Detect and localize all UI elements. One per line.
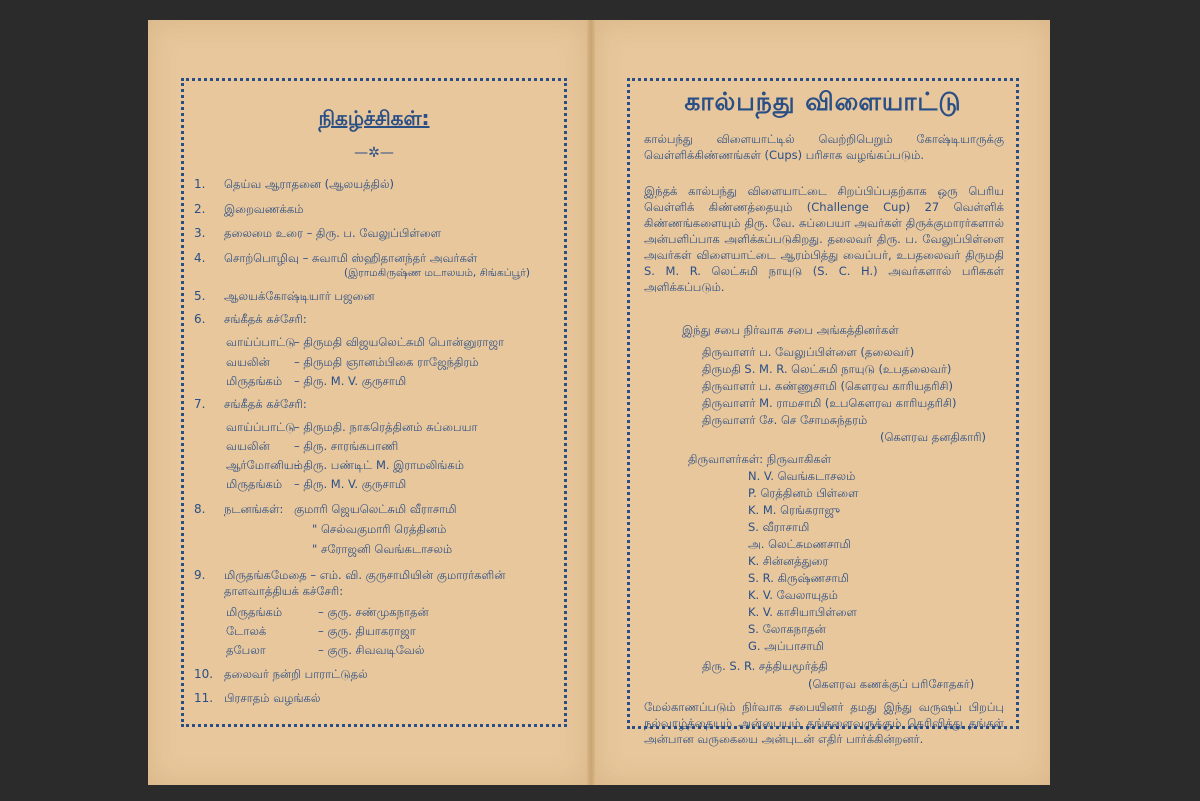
item-number: 7. <box>194 397 206 411</box>
manager-name: S. R. கிருஷ்ணசாமி <box>748 571 849 585</box>
performer-name: – திருமதி. நாகரெத்தினம் சுப்பையா <box>294 420 478 434</box>
program-item: தெய்வ ஆராதனை (ஆலயத்தில்) <box>224 177 395 191</box>
dancer-name: குமாரி ஜெயலெட்சுமி வீராசாமி <box>294 502 457 516</box>
item-number: 1. <box>194 177 206 191</box>
closing-paragraph: மேல்காணப்படும் நிர்வாக சபையினர் தமது இந்து வருஷப் பிறப்பு நல்வாழ்த்தையும் அன்பையும் தங்களைவருக்கும் தெரிவித்து தங்கள் அன்பான வருகையை அன்புடன் எதிர் பார்க்கின்றனர். <box>644 700 1004 746</box>
left-dotted-border <box>181 78 567 727</box>
manager-name: S. லோகநாதன் <box>748 622 826 636</box>
performer-role: வாய்ப்பாட்டு <box>226 420 296 434</box>
treasurer-role: (கௌரவ தனதிகாரி) <box>880 430 986 444</box>
performer-role: வயலின் <box>226 355 270 369</box>
manager-name: K. M. ரெங்கராஜு <box>748 503 840 517</box>
performer-name: – திருமதி விஜயலெட்சுமி பொன்னுராஜா <box>294 335 505 349</box>
committee-heading: இந்து சபை நிர்வாக சபை அங்கத்தினர்கள் <box>682 323 899 337</box>
item-number: 8. <box>194 502 206 516</box>
performer-role: வாய்ப்பாட்டு <box>226 335 296 349</box>
performer-role: ஆர்மோனியம் <box>226 458 303 472</box>
program-item: தலைமை உரை – திரு. ப. வேலுப்பிள்ளை <box>224 226 441 240</box>
program-item: தலைவர் நன்றி பாராட்டுதல் <box>224 667 368 681</box>
item-number: 11. <box>194 691 214 705</box>
performer-name: – குரு. சண்முகநாதன் <box>318 605 429 619</box>
performer-role: மிருதங்கம் <box>226 477 283 491</box>
manager-name: N. V. வெங்கடாசலம் <box>748 469 856 483</box>
program-item-sub: (இராமகிருஷ்ண மடாலயம், சிங்கப்பூர்) <box>344 267 531 279</box>
performer-name: – திரு. M. V. குருசாமி <box>294 374 407 388</box>
manager-name: K. V. காசியாபிள்ளை <box>748 605 857 619</box>
performer-role: வயலின் <box>226 439 270 453</box>
manager-name: அ. லெட்சுமணசாமி <box>748 537 851 551</box>
performer-name: – குரு. சிவவடிவேல் <box>318 643 425 657</box>
program-item: இறைவணக்கம் <box>224 202 304 216</box>
program-item-sub: தாளவாத்தியக் கச்சேரி: <box>224 584 344 598</box>
committee-member: திருவாளர் ப. வேலுப்பிள்ளை (தலைவர்) <box>702 345 915 359</box>
item-number: 10. <box>194 667 214 681</box>
manager-name: G. அப்பாசாமி <box>748 639 824 653</box>
center-fold <box>587 20 595 785</box>
manager-name: P. ரெத்தினம் பிள்ளை <box>748 486 859 500</box>
performer-name: – குரு. தியாகராஜா <box>318 624 416 638</box>
performer-role: தபேலா <box>226 643 266 657</box>
cups-paragraph: கால்பந்து விளையாட்டில் வெற்றிபெறும் கோஷ்டியாருக்கு வெள்ளிக்கிண்ணங்கள் (Cups) பரிசாக வழங்கப்படும். <box>644 132 1004 162</box>
item-number: 2. <box>194 202 206 216</box>
auditor-name: திரு. S. R. சத்தியமூர்த்தி <box>702 659 828 673</box>
ornament-icon: —✲— <box>354 145 394 161</box>
item-number: 4. <box>194 251 206 265</box>
performer-role: டோலக் <box>226 624 267 638</box>
program-title: நிகழ்ச்சிகள்: <box>318 106 430 130</box>
program-item: மிருதங்கமேதை – எம். வி. குருசாமியின் குமாரர்களின் <box>224 568 506 582</box>
right-dotted-border <box>627 78 1019 746</box>
program-item: பிரசாதம் வழங்கல் <box>224 691 321 705</box>
committee-member: திருமதி S. M. R. லெட்சுமி நாயுடு (உபதலைவர்) <box>702 362 952 376</box>
committee-member: திருவாளர் ப. கண்ணுசாமி (கௌரவ காரியதரிசி) <box>702 379 954 393</box>
left-page <box>148 20 588 785</box>
challenge-cup-paragraph: இந்தக் கால்பந்து விளையாட்டை சிறப்பிப்பதற்காக ஒரு பெரிய வெள்ளிக் கிண்ணத்தையும் (Challenge Cup) 27 வெள்ளிக் கிண்ணங்களையும் திரு. வே. சுப்பையா அவர்கள் திருக்குமாரர்களால் அன்பளிப்பாக அளிக்கப்படுகிறது. தலைவர் திரு. ப. வேலுப்பிள்ளை அவர்கள் விளையாட்டை ஆரம்பித்து வைப்பர், உபதலைவர் திருமதி S. M. R. லெட்சுமி நாயுடு (S. C. H.) அவர்களால் பரிசுகள் அளிக்கப்படும். <box>644 184 1004 294</box>
program-item: சங்கீதக் கச்சேரி: <box>224 312 307 326</box>
auditor-role: (கௌரவ கணக்குப் பரிசோதகர்) <box>808 677 975 691</box>
dancer-name: " சரோஜனி வெங்கடாசலம் <box>312 542 453 556</box>
item-number: 6. <box>194 312 206 326</box>
performer-name: – திரு. பண்டிட் M. இராமலிங்கம் <box>294 458 464 472</box>
committee-member: திருவாளர் சே. செ சோமசுந்தரம் <box>702 413 868 427</box>
item-number: 3. <box>194 226 206 240</box>
program-item: நடனங்கள்: <box>224 502 284 516</box>
dancer-name: " செல்வகுமாரி ரெத்தினம் <box>312 522 447 536</box>
performer-name: – திரு. சாரங்கபாணி <box>294 439 399 453</box>
right-page <box>595 20 1050 785</box>
performer-name: – திருமதி ஞானம்பிகை ராஜேந்திரம் <box>294 355 479 369</box>
performer-role: மிருதங்கம் <box>226 605 283 619</box>
item-number: 5. <box>194 289 206 303</box>
program-item: சங்கீதக் கச்சேரி: <box>224 397 307 411</box>
performer-role: மிருதங்கம் <box>226 374 283 388</box>
managers-heading: திருவாளர்கள்: நிருவாகிகள் <box>688 452 832 466</box>
performer-name: – திரு. M. V. குருசாமி <box>294 477 407 491</box>
program-item: ஆலயக்கோஷ்டியார் பஜனை <box>224 289 375 303</box>
program-item: சொற்பொழிவு – சுவாமி ஸ்ஹிதானந்தர் அவர்கள் <box>224 251 478 265</box>
manager-name: K. V. வேலாயுதம் <box>748 588 838 602</box>
football-title: கால்பந்து விளையாட்டு <box>684 87 962 116</box>
committee-member: திருவாளர் M. ராமசாமி (உபகௌரவ காரியதரிசி) <box>702 396 957 410</box>
manager-name: S. வீராசாமி <box>748 520 810 534</box>
manager-name: K. சின்னத்துரை <box>748 554 829 568</box>
item-number: 9. <box>194 568 206 582</box>
